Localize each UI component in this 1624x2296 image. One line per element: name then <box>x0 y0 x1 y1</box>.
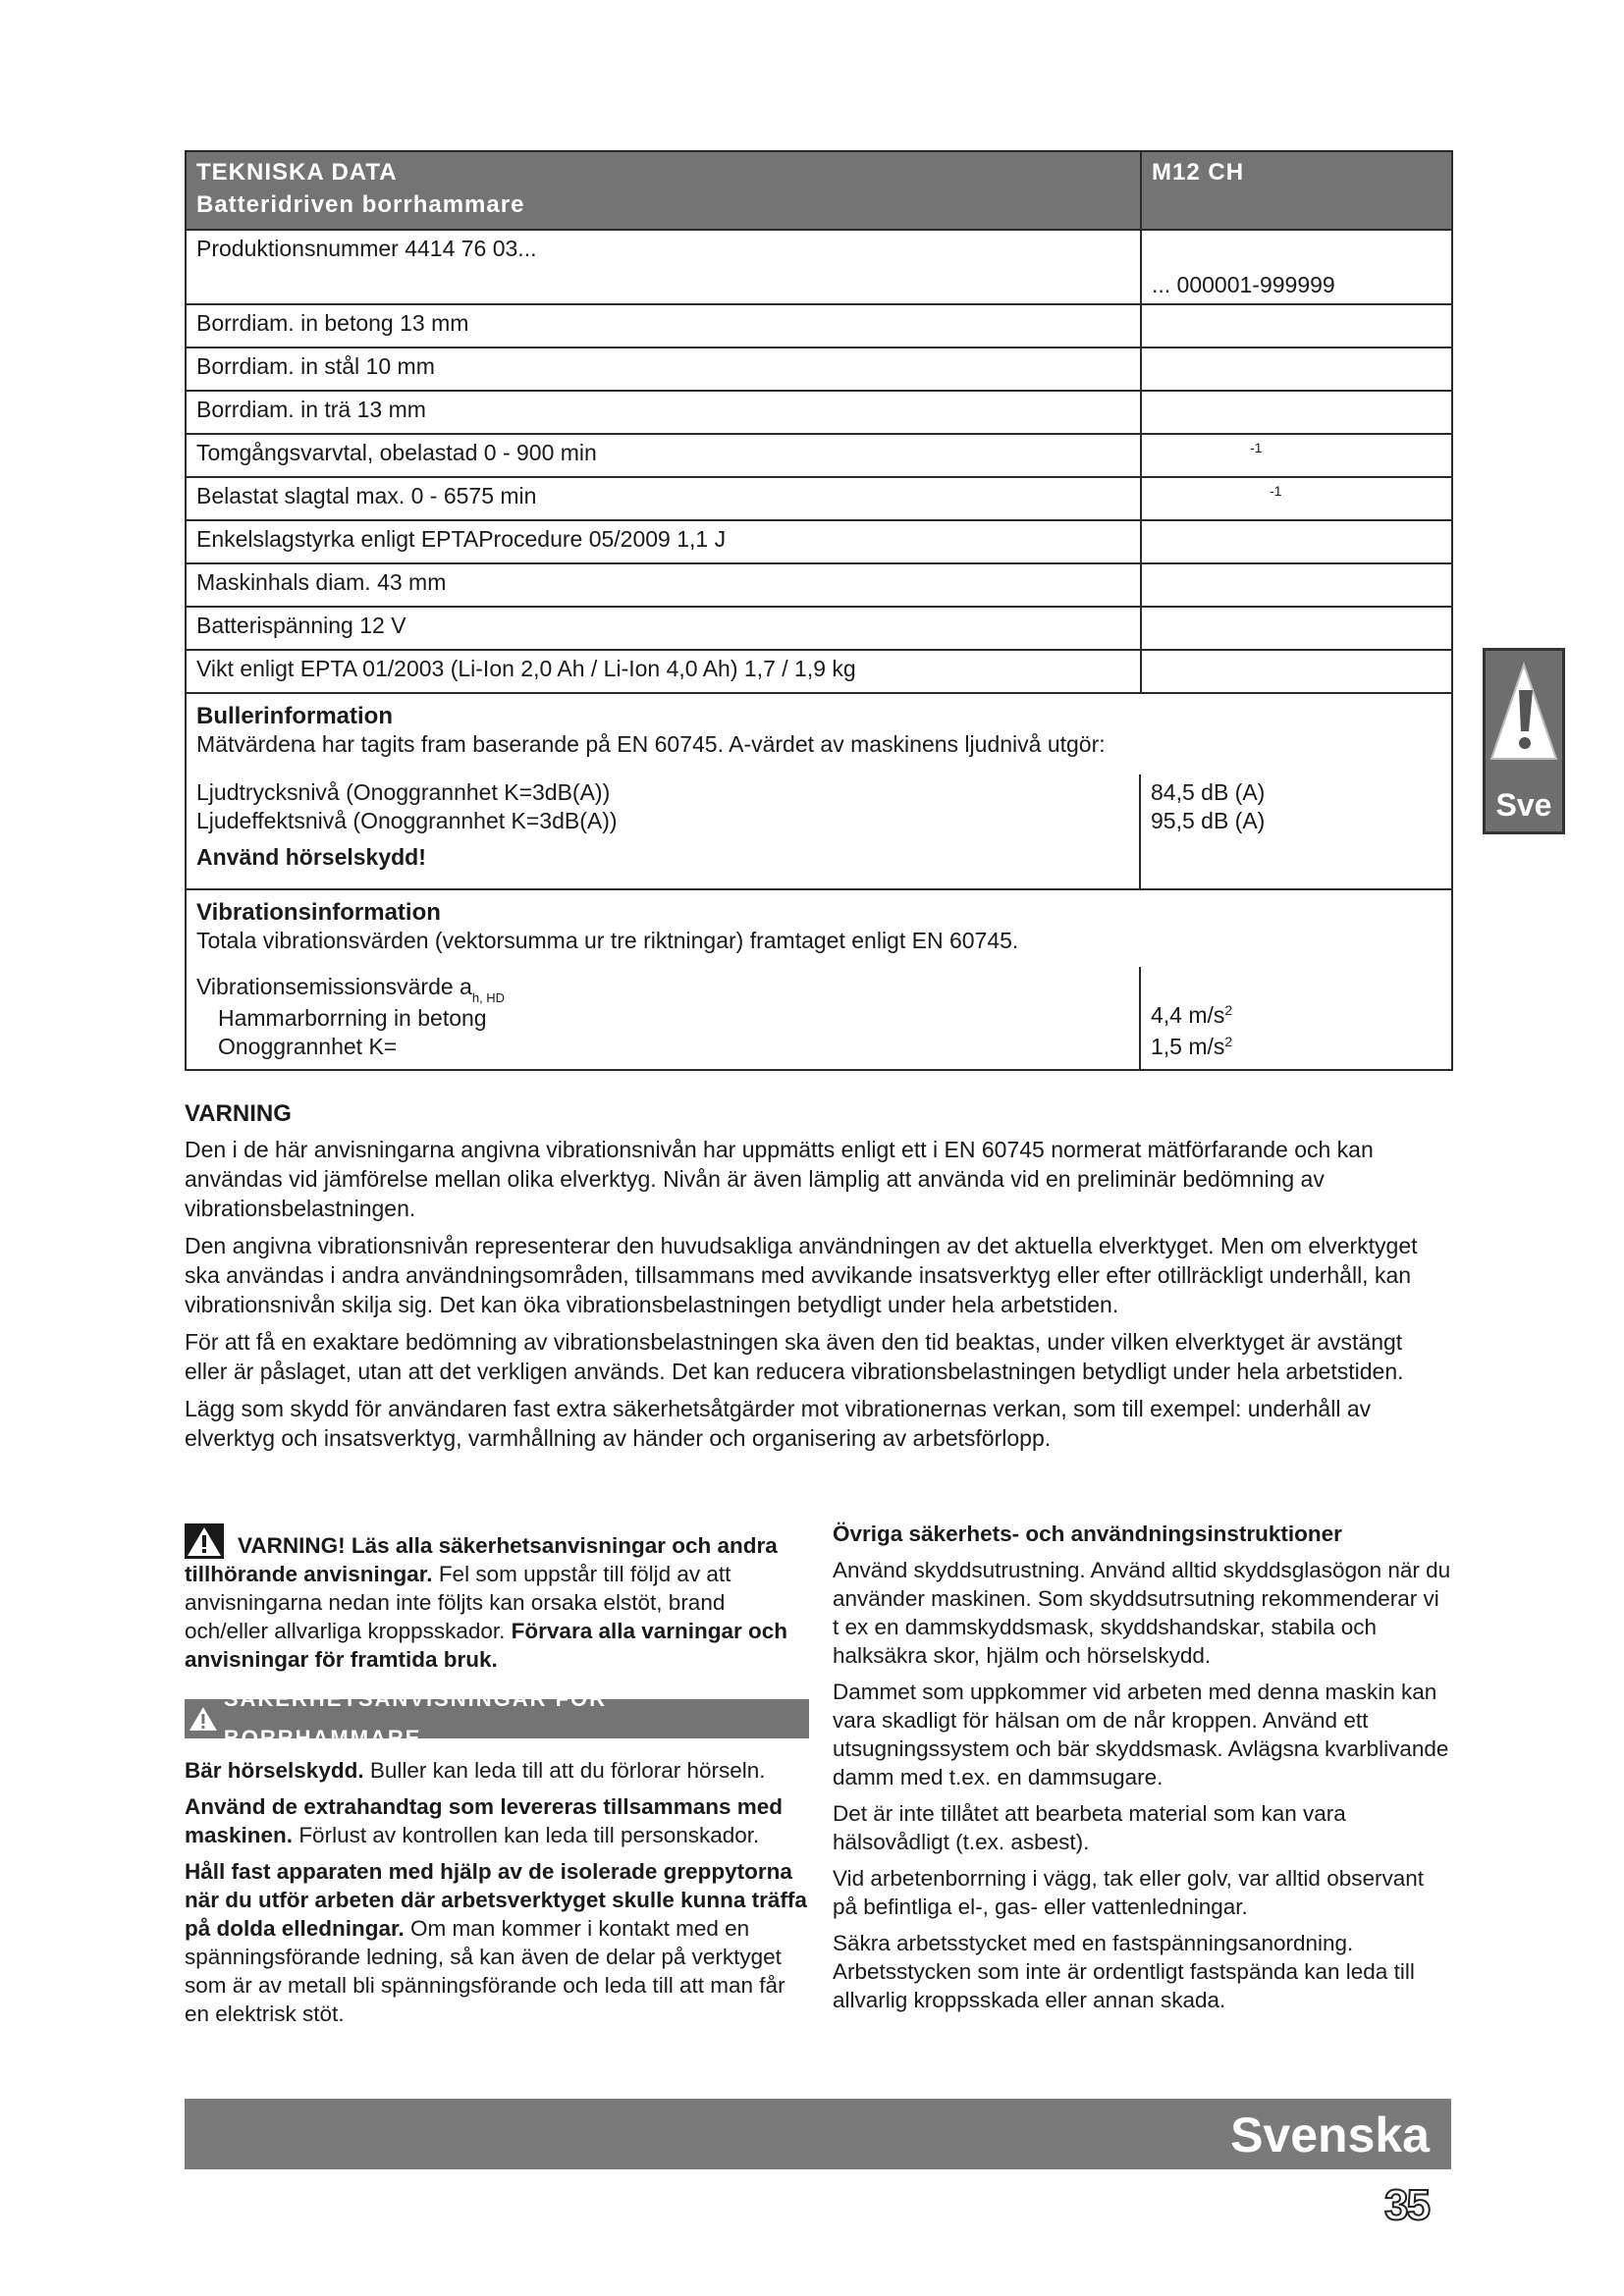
spec-value <box>1141 347 1452 391</box>
sound-pressure-label: Ljudtrycksnivå (Onoggrannhet K=3dB(A)) <box>196 779 611 805</box>
instruction-paragraph: Dammet som uppkommer vid arbeten med denna maskin kan vara skadligt för hälsan om de når kroppen. Använd ett utsugningssystem och bär skyddsmask. Avlägsna kvarblivande damm med t.ex. en dammsugare. <box>833 1680 1449 1789</box>
warning-exclamation-icon <box>1489 661 1558 769</box>
hammer-safety-title: SÄKERHETSANVISNINGAR FÖR BORRHAMMARE <box>223 1686 608 1750</box>
uncertainty-value: 1,5 $m/s^2$ <box>1151 1034 1233 1059</box>
hearing-protection-note: Använd hörselskydd! <box>196 844 426 870</box>
warning-paragraph: För att få en exaktare bedömning av vibrationsbelastningen ska även den tid beaktas, under vilken elverktyget är avstängt eller är påslaget, utan att det verkligen används. Det kan reducera vibrationsbelastningen betydligt under hela arbetstiden. <box>185 1329 1404 1384</box>
spec-value <box>1141 520 1452 563</box>
table-header-model-cell <box>1141 151 1452 230</box>
general-warning-bold: VARNING! Läs alla säkerhetsanvisningar och andra tillhörande anvisningar. <box>185 1533 778 1586</box>
side-tab-label: Sve <box>1495 787 1552 823</box>
spec-value: ... 000001-999999 <box>1141 230 1452 304</box>
instruction-paragraph: Det är inte tillåtet att bearbeta material som kan vara hälsovådligt (t.ex. asbest). <box>833 1801 1346 1854</box>
vibration-section <box>186 889 1452 1070</box>
spec-value <box>1141 650 1452 693</box>
noise-title: Bullerinformation <box>196 703 394 729</box>
table-row <box>186 607 1452 650</box>
unit-superscript: -1 <box>1270 483 1282 499</box>
table-row <box>186 563 1452 607</box>
hammer-drilling-value: 4,4 $m/s^2$ <box>1151 1002 1233 1028</box>
footer-language-label: Svenska <box>1230 2108 1430 2163</box>
warning-triangle-icon <box>189 1705 218 1733</box>
vibration-warning-block <box>185 1099 1451 1461</box>
warning-triangle-icon <box>185 1523 224 1559</box>
vibration-title: Vibrationsinformation <box>196 899 441 926</box>
table-title: TEKNISKA DATA <box>196 159 398 186</box>
safety-paragraph: Bär hörselskydd. Buller kan leda till att du förlorar hörseln. <box>185 1758 766 1783</box>
uncertainty-label: Onoggrannhet K= <box>218 1034 398 1059</box>
table-row <box>186 304 1452 347</box>
table-row <box>186 391 1452 434</box>
table-header-title-cell <box>186 151 1141 230</box>
language-side-tab <box>1483 648 1565 834</box>
spec-label: Borrdiam. in betong 13 mm <box>186 304 1141 347</box>
spec-label: Maskinhals diam. 43 mm <box>186 563 1141 607</box>
table-row <box>186 650 1452 693</box>
spec-label: Batterispänning 12 V <box>186 607 1141 650</box>
warning-paragraph: Den angivna vibrationsnivån representerar den huvudsakliga användningen av det aktuella elverktyget. Men om elverktyget ska användas i andra användningsområden, tillsammans med avvikande insatsverktyg eller efter otillräckligt underhåll, kan vibrationsnivån skilja sig. Det kan öka vibrationsbelastningen betydligt under hela arbetstiden. <box>185 1233 1418 1317</box>
spec-label: Produktionsnummer 4414 76 03... <box>186 230 1141 304</box>
safety-left-column <box>185 1520 809 2036</box>
spec-label: Enkelslagstyrka enligt EPTAProcedure 05/2009 1,1 J <box>186 520 1141 563</box>
table-row <box>186 520 1452 563</box>
spec-value <box>1141 304 1452 347</box>
spec-label: Vikt enligt EPTA 01/2003 (Li-Ion 2,0 Ah / Li-Ion 4,0 Ah) 1,7 / 1,9 kg <box>186 650 1141 693</box>
warning-paragraph: Den i de här anvisningarna angivna vibrationsnivån har uppmätts enligt ett i EN 60745 normerat mätförfarande och kan användas vid jämförelse mellan olika elverktyg. Nivån är även lämplig att använda vid en preliminär bedömning av vibrationsbelastningen. <box>185 1137 1374 1221</box>
language-footer-band <box>185 2099 1451 2169</box>
vibration-emission-label: Vibrationsemissionsvärde $a_{h, HD}$ <box>196 974 506 1005</box>
other-instructions-title: Övriga säkerhets- och användningsinstruktioner <box>833 1522 1342 1546</box>
table-row <box>186 230 1452 304</box>
emission-subscript: h, HD <box>471 990 506 1005</box>
spec-label: Belastat slagtal max. 0 - 6575 min <box>186 477 1141 520</box>
warning-paragraph: Lägg som skydd för användaren fast extra säkerhetsåtgärder mot vibrationernas verkan, som till exempel: underhåll av elverktyg och insatsverktyg, varmhållning av händer och organisering av arbetsförlopp. <box>185 1396 1372 1451</box>
hammer-safety-band <box>185 1686 809 1750</box>
table-row <box>186 477 1452 520</box>
warning-heading: VARNING <box>185 1100 292 1127</box>
spec-value <box>1141 391 1452 434</box>
column-divider <box>1139 967 1141 1071</box>
general-warning-text: Fel som uppstår till följd av att anvisningarna nedan inte följts kan orsaka elstöt, brand och/eller allvarliga kroppsskador. <box>185 1562 731 1643</box>
safety-right-column <box>833 1520 1451 2022</box>
noise-intro: Mätvärdena har tagits fram baserande på EN 60745. A-värdet av maskinens ljudnivå utgör: <box>196 731 1106 757</box>
model-name: M12 CH <box>1152 159 1245 186</box>
spec-value <box>1141 477 1452 520</box>
table-row <box>186 347 1452 391</box>
unit-superscript: -1 <box>1250 440 1263 455</box>
hammer-drilling-label: Hammarborrning in betong <box>218 1005 487 1031</box>
general-warning-paragraph <box>185 1523 809 1674</box>
sound-pressure-value: 84,5 dB (A) <box>1151 779 1266 805</box>
column-divider <box>1139 774 1141 890</box>
spec-label: Borrdiam. in stål 10 mm <box>186 347 1141 391</box>
table-row <box>186 434 1452 477</box>
instruction-paragraph: Vid arbetenborrning i vägg, tak eller golv, var alltid observant på befintliga el-, gas- eller vattenledningar. <box>833 1866 1425 1919</box>
instruction-paragraph: Använd skyddsutrustning. Använd alltid skyddsglasögon när du använder maskinen. Som skyddsutrsutning rekommenderar vi t ex en dammskyddsmask, skyddshandskar, stabila och halksäkra skor, hjälm och hörselskydd. <box>833 1558 1451 1668</box>
safety-paragraph: Använd de extrahandtag som levereras tillsammans med maskinen. Förlust av kontrollen kan leda till personskador. <box>185 1794 783 1847</box>
spec-value <box>1141 434 1452 477</box>
keep-instructions-bold: Förvara alla varningar och anvisningar för framtida bruk. <box>185 1619 788 1672</box>
sound-power-label: Ljudeffektsnivå (Onoggrannhet K=3dB(A)) <box>196 808 618 833</box>
page-number: 35 <box>1384 2181 1429 2229</box>
table-subtitle: Batteridriven borrhammare <box>196 191 525 218</box>
sound-power-value: 95,5 dB (A) <box>1151 808 1266 833</box>
spec-value <box>1141 607 1452 650</box>
spec-label: Tomgångsvarvtal, obelastad 0 - 900 min <box>186 434 1141 477</box>
vibration-intro: Totala vibrationsvärden (vektorsumma ur tre riktningar) framtaget enligt EN 60745. <box>196 928 1019 953</box>
safety-paragraph: Håll fast apparaten med hjälp av de isolerade greppytorna när du utför arbeten där arbetsverktyget skulle kunna träffa på dolda elledningar. Om man kommer i kontakt med en spänningsförande ledning, så kan även de delar på verktyget som är av metall bli spänningsförande och leda till att man får en elektrisk stöt. <box>185 1859 807 2026</box>
spec-label: Borrdiam. in trä 13 mm <box>186 391 1141 434</box>
instruction-paragraph: Säkra arbetsstycket med en fastspänningsanordning. Arbetsstycken som inte är ordentligt fastspända kan leda till allvarlig kroppsskada eller annan skada. <box>833 1931 1415 2012</box>
table-header-row <box>186 151 1452 230</box>
technical-data-table <box>185 150 1453 1071</box>
spec-value <box>1141 563 1452 607</box>
noise-section <box>186 693 1452 889</box>
